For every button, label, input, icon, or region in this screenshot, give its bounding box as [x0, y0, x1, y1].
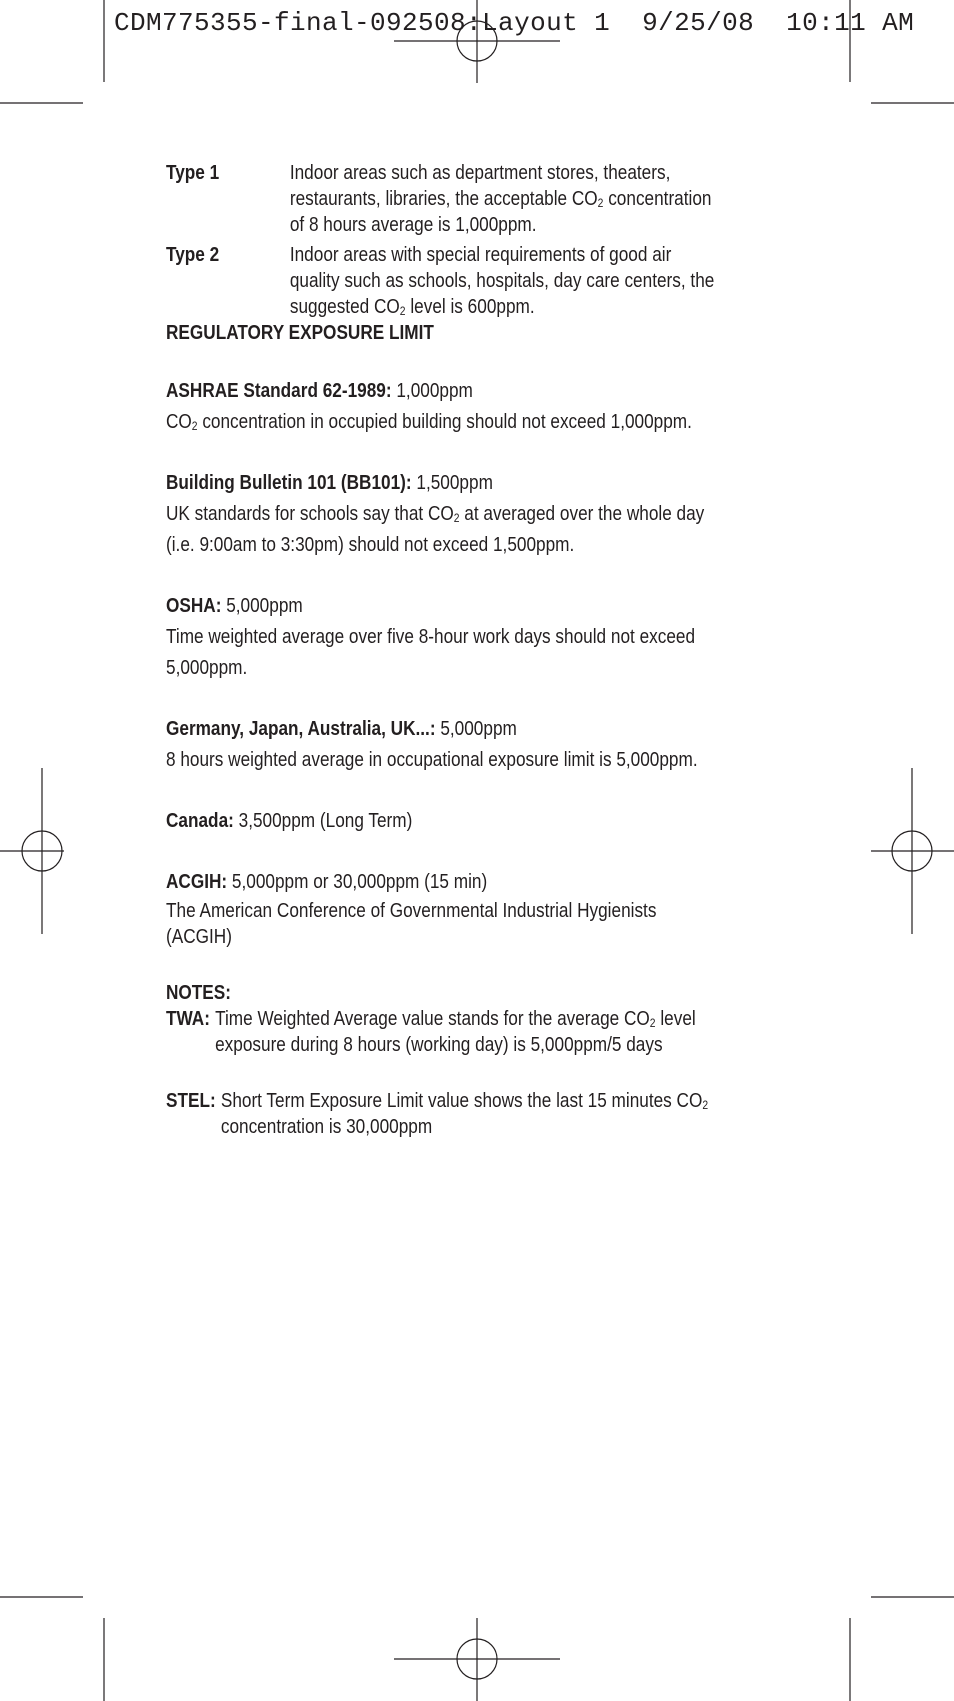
slug-line: CDM775355-final-092508:Layout 1 9/25/08 10:11 AM [114, 8, 915, 38]
stel-description: Short Term Exposure Limit value shows the last 15 minutes $CO_2$ concentration is 30,000ppm [220, 1090, 709, 1138]
note-stel [166, 1088, 716, 1140]
osha-value: 5,000ppm [221, 595, 303, 617]
canada-block [166, 806, 716, 837]
note-twa [166, 1006, 716, 1058]
acgih-description: The American Conference of Governmental Industrial Hygienists (ACGIH) [166, 900, 657, 948]
bb101-description: UK standards for schools say that $CO_2$ at averaged over the whole day (i.e. 9:00am to 3:30pm) should not exceed 1,500ppm. [166, 503, 705, 556]
twa-label: TWA: [166, 1008, 210, 1030]
section-heading: REGULATORY EXPOSURE LIMIT [166, 322, 434, 344]
document-body [166, 160, 716, 1140]
bb101-block [166, 468, 716, 561]
osha-title: OSHA: [166, 595, 222, 617]
acgih-block [166, 867, 716, 950]
acgih-title: ACGIH: [166, 871, 228, 893]
twa-description: Time Weighted Average value stands for the average $CO_2$ level exposure during 8 hours (working day) is 5,000ppm/5 days [215, 1008, 696, 1056]
stel-label: STEL: [166, 1090, 216, 1112]
canada-value: 3,500ppm (Long Term) [233, 810, 413, 832]
type-2-row [166, 242, 716, 320]
notes-section [166, 980, 716, 1140]
osha-block [166, 591, 716, 684]
germany-block [166, 714, 716, 776]
osha-description: Time weighted average over five 8-hour work days should not exceed 5,000ppm. [166, 626, 696, 679]
ashrae-block [166, 376, 716, 438]
type-1-description: Indoor areas such as department stores, theaters, restaurants, libraries, the acceptable $CO_2$ concentration of 8 hours average is 1,000ppm. [289, 162, 712, 236]
ashrae-value: 1,000ppm [391, 380, 473, 402]
type-2-description: Indoor areas with special requirements of good air quality such as schools, hospitals, day care centers, the suggested $CO_2$ level is 600ppm. [289, 244, 715, 318]
acgih-value: 5,000ppm or 30,000ppm (15 min) [227, 871, 488, 893]
germany-title: Germany, Japan, Australia, UK...: [166, 718, 436, 740]
type-1-row [166, 160, 716, 238]
bb101-title: Building Bulletin 101 (BB101): [166, 472, 412, 494]
type-2-label: Type 2 [166, 244, 220, 266]
germany-description: 8 hours weighted average in occupational exposure limit is 5,000ppm. [166, 749, 698, 771]
germany-value: 5,000ppm [435, 718, 517, 740]
ashrae-title: ASHRAE Standard 62-1989: [166, 380, 392, 402]
canada-title: Canada: [166, 810, 234, 832]
ashrae-description: $CO_2$ concentration in occupied building should not exceed 1,000ppm. [166, 411, 692, 433]
type-1-label: Type 1 [166, 162, 220, 184]
bb101-value: 1,500ppm [411, 472, 493, 494]
notes-title: NOTES: [166, 982, 231, 1004]
